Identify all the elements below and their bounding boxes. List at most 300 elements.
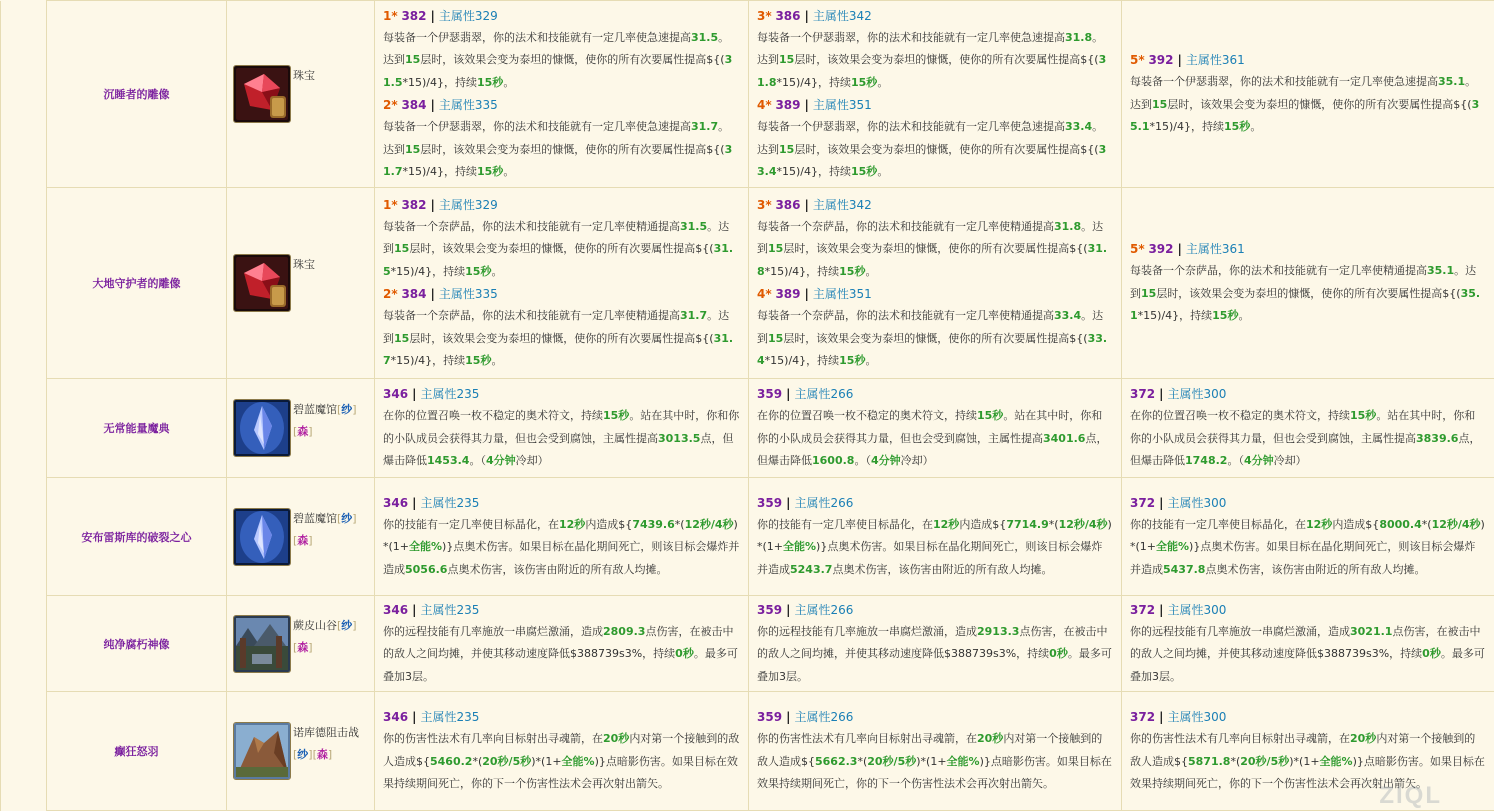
bracket: ] bbox=[352, 511, 357, 525]
bracket: [ bbox=[293, 425, 298, 438]
highlight-value: 12秒/4秒 bbox=[684, 517, 734, 531]
bracket: [ bbox=[337, 511, 342, 525]
highlight-value: 7439.6 bbox=[632, 517, 675, 531]
primary-stat: 主属性266 bbox=[794, 710, 854, 725]
trinket-row bbox=[1, 692, 1494, 811]
highlight-value: 31.5 bbox=[691, 30, 719, 44]
highlight-value: 3401.6 bbox=[1043, 431, 1086, 445]
effect-description bbox=[383, 27, 740, 95]
source-inner bbox=[233, 722, 368, 780]
tier-header bbox=[383, 94, 740, 116]
highlight-value: 5871.8 bbox=[1188, 754, 1231, 768]
tier-block bbox=[757, 383, 1113, 473]
trinket-row bbox=[1, 1, 1494, 188]
trinket-table-body bbox=[1, 1, 1494, 811]
item-level: 386 bbox=[775, 197, 801, 212]
effect-description bbox=[1130, 405, 1486, 473]
highlight-value: 15 bbox=[1141, 286, 1157, 300]
tier-cell bbox=[375, 188, 749, 379]
desc-text: 。 bbox=[865, 264, 877, 278]
difficulty-tag-heroic[interactable]: 纱 bbox=[341, 618, 353, 632]
highlight-value: 12秒 bbox=[933, 517, 960, 531]
trinket-name[interactable]: 癫狂怒羽 bbox=[47, 692, 227, 811]
desc-text: 内造成${ bbox=[959, 517, 1007, 531]
bracket: ] bbox=[352, 403, 357, 416]
desc-text: *15)/4}，持续 bbox=[1137, 309, 1213, 323]
tier-block bbox=[1130, 599, 1486, 689]
desc-text: 。 bbox=[877, 75, 889, 89]
source-name[interactable]: 碧蓝魔馆 bbox=[293, 403, 337, 416]
tier-cell bbox=[375, 1, 749, 188]
desc-text: *15)/4}，持续 bbox=[402, 75, 477, 89]
desc-text: )}点奥术伤害。如果目标在晶化期间死亡，则该目标会爆炸并造成 bbox=[383, 540, 740, 576]
star-rank: 1* bbox=[383, 8, 398, 23]
desc-text: 层时，该效果会变为泰坦的慷慨，使你的所有次要属性提高${( bbox=[783, 331, 1088, 345]
tier-cell bbox=[375, 379, 749, 478]
highlight-value: 15 bbox=[405, 142, 421, 156]
primary-stat: 主属性329 bbox=[438, 197, 498, 212]
tier-cell bbox=[375, 596, 749, 692]
desc-text: 每装备一个伊瑟翡翠，你的法术和技能就有一定几率使急速提高 bbox=[757, 120, 1065, 133]
desc-text: 每装备一个伊瑟翡翠，你的法术和技能就有一定几率使急速提高 bbox=[383, 120, 691, 133]
highlight-value: 31.8 bbox=[757, 53, 1107, 89]
desc-text: 每装备一个奈萨晶，你的法术和技能就有一定几率使精通提高 bbox=[757, 309, 1054, 322]
separator: | bbox=[786, 710, 791, 725]
star-rank: 4* bbox=[757, 98, 772, 112]
desc-text: 。站在其中时，你和你的小队成员会获得其力量，但也会受到腐蚀，主属性提高 bbox=[383, 409, 740, 445]
tier-header bbox=[383, 283, 740, 305]
difficulty-tag-mythic[interactable]: 森 bbox=[297, 640, 309, 654]
tier-header bbox=[383, 5, 740, 27]
tier-block bbox=[383, 94, 740, 184]
tier-cell bbox=[1122, 596, 1494, 692]
item-level: 389 bbox=[775, 98, 801, 112]
tier-header bbox=[757, 5, 1113, 27]
tier-cell bbox=[749, 692, 1122, 811]
tier-header bbox=[1130, 492, 1486, 514]
tier-cell bbox=[749, 478, 1122, 596]
highlight-value: 5662.3 bbox=[815, 754, 858, 768]
desc-text: 层时，该效果会变为泰坦的慷慨，使你的所有次要属性提高${( bbox=[783, 242, 1088, 255]
desc-text: 。达到 bbox=[383, 309, 730, 345]
tier-header bbox=[757, 492, 1113, 514]
tier-header bbox=[757, 194, 1113, 216]
highlight-value: 3839.6 bbox=[1416, 431, 1459, 445]
trinket-row bbox=[1, 478, 1494, 596]
desc-text: *( bbox=[1421, 517, 1432, 531]
desc-text: 。（ bbox=[1227, 454, 1244, 468]
separator: | bbox=[804, 8, 809, 23]
highlight-value: 15秒 bbox=[603, 409, 630, 423]
tier-header bbox=[757, 383, 1113, 405]
separator: | bbox=[412, 495, 417, 510]
source-text bbox=[293, 508, 368, 552]
separator: | bbox=[804, 197, 809, 212]
effect-description bbox=[1130, 71, 1486, 139]
effect-description bbox=[1130, 621, 1486, 689]
desc-text: 层时，该效果会变为泰坦的慷慨，使你的所有次要属性提高${( bbox=[409, 331, 714, 345]
tier-cell bbox=[749, 596, 1122, 692]
tier-header bbox=[383, 492, 740, 514]
primary-stat: 主属性300 bbox=[1167, 387, 1227, 402]
source-cell bbox=[227, 596, 375, 692]
tier-cell bbox=[1122, 1, 1494, 188]
bracket: ] bbox=[308, 640, 313, 654]
desc-text: )}点暗影伤害。如果目标在效果持续期间死亡，你的下一个伤害性法术会再次射出箭矢。 bbox=[383, 754, 738, 791]
item-level: 372 bbox=[1130, 602, 1156, 617]
highlight-value: 1748.2 bbox=[1185, 454, 1228, 468]
source-cell bbox=[227, 692, 375, 811]
highlight-value: 33.4 bbox=[757, 331, 1108, 367]
desc-text: 。 bbox=[1238, 309, 1250, 323]
tier-cell bbox=[1122, 379, 1494, 478]
desc-text: 每装备一个奈萨晶，你的法术和技能就有一定几率使精通提高 bbox=[1130, 264, 1427, 278]
desc-text: )*(1+ bbox=[757, 517, 1112, 554]
primary-stat: 主属性300 bbox=[1167, 602, 1227, 617]
item-level: 384 bbox=[401, 287, 427, 301]
desc-text: 。 bbox=[877, 165, 889, 178]
highlight-value: 5056.6 bbox=[405, 562, 448, 576]
highlight-value: 31.7 bbox=[383, 142, 733, 178]
desc-text: 层时，该效果会变为泰坦的慷慨，使你的所有次要属性提高${( bbox=[794, 53, 1099, 66]
separator: | bbox=[1177, 242, 1182, 257]
item-level: 359 bbox=[757, 602, 783, 617]
highlight-value: 7714.9 bbox=[1006, 517, 1049, 531]
source-inner bbox=[233, 254, 368, 312]
difficulty-tag-heroic[interactable]: 纱 bbox=[341, 511, 353, 525]
highlight-value: 15 bbox=[779, 142, 795, 156]
desc-text: 内造成${ bbox=[1332, 517, 1380, 531]
highlight-value: 15秒 bbox=[465, 264, 492, 278]
source-text bbox=[293, 615, 368, 659]
bracket: [ bbox=[293, 533, 298, 547]
tier-block bbox=[383, 194, 740, 284]
source-text bbox=[293, 65, 315, 87]
source-cell bbox=[227, 188, 375, 379]
item-level: 359 bbox=[757, 387, 783, 402]
effect-description bbox=[757, 405, 1113, 473]
tier-header bbox=[1130, 706, 1486, 728]
highlight-value: 20秒/5秒 bbox=[1240, 754, 1290, 768]
desc-text: )*(1+ bbox=[383, 517, 738, 554]
desc-text: 你的伤害性法术有几率向目标射出寻魂箭，在 bbox=[1130, 732, 1350, 746]
highlight-value: 12秒/4秒 bbox=[1431, 517, 1481, 531]
desc-text: 每装备一个伊瑟翡翠，你的法术和技能就有一定几率使急速提高 bbox=[757, 30, 1065, 44]
difficulty-tag-mythic[interactable]: 森 bbox=[297, 533, 309, 547]
highlight-value: 15 bbox=[405, 53, 421, 66]
item-level: 372 bbox=[1130, 495, 1156, 510]
highlight-value: 15秒 bbox=[851, 75, 878, 89]
source-name[interactable]: 蕨皮山谷 bbox=[293, 618, 337, 632]
tier-header bbox=[757, 94, 1113, 116]
desc-text: 。达到 bbox=[383, 120, 730, 156]
effect-description bbox=[757, 514, 1113, 582]
separator: | bbox=[412, 602, 417, 617]
tier-cell bbox=[749, 379, 1122, 478]
source-name[interactable]: 珠宝 bbox=[293, 258, 315, 271]
tier-header bbox=[383, 706, 740, 728]
source-text bbox=[293, 399, 368, 443]
desc-text: *15)/4}，持续 bbox=[776, 165, 851, 178]
effect-description bbox=[383, 405, 740, 473]
desc-text: *( bbox=[857, 754, 868, 768]
primary-stat: 主属性235 bbox=[420, 495, 480, 510]
row-lead-cell bbox=[1, 692, 47, 811]
tier-block bbox=[383, 383, 740, 473]
desc-text: 。最多可叠加3层。 bbox=[1130, 647, 1485, 683]
tier-cell bbox=[375, 692, 749, 811]
highlight-value: 31.8 bbox=[757, 242, 1108, 278]
tier-block bbox=[383, 706, 740, 796]
desc-text: 点奥术伤害，该伤害由附近的所有敌人均摊。 bbox=[832, 562, 1053, 576]
separator: | bbox=[412, 710, 417, 725]
desc-text: 。（ bbox=[854, 454, 871, 468]
desc-text: 每装备一个奈萨晶，你的法术和技能就有一定几率使精通提高 bbox=[383, 219, 680, 233]
item-level: 382 bbox=[401, 197, 427, 212]
effect-description bbox=[757, 305, 1113, 373]
desc-text: 。达到 bbox=[757, 219, 1104, 255]
tier-header bbox=[757, 706, 1113, 728]
red-gem-icon bbox=[233, 254, 291, 312]
desc-text: 每装备一个奈萨晶，你的法术和技能就有一定几率使精通提高 bbox=[383, 309, 680, 322]
primary-stat: 主属性329 bbox=[438, 8, 498, 23]
desc-text: *( bbox=[1230, 754, 1241, 768]
desc-text: 。 bbox=[503, 165, 515, 178]
desc-text: 。 bbox=[491, 354, 503, 367]
separator: | bbox=[1159, 495, 1164, 510]
desc-text: 层时，该效果会变为泰坦的慷慨，使你的所有次要属性提高${( bbox=[1156, 286, 1461, 300]
trinket-name[interactable]: 安布雷斯库的破裂之心 bbox=[47, 478, 227, 596]
item-level: 346 bbox=[383, 495, 409, 510]
highlight-value: 35.1 bbox=[1130, 286, 1481, 323]
tier-cell bbox=[375, 478, 749, 596]
desc-text: )*(1+ bbox=[1130, 517, 1485, 554]
desc-text: 内对第一个接触到的敌人造成${ bbox=[757, 732, 1103, 768]
desc-text: *15)/4}，持续 bbox=[1149, 120, 1224, 134]
desc-text: 。（ bbox=[469, 454, 486, 468]
separator: | bbox=[804, 287, 809, 301]
highlight-value: 5437.8 bbox=[1163, 562, 1206, 576]
source-inner bbox=[233, 508, 368, 566]
desc-text: )*(1+ bbox=[531, 754, 562, 768]
desc-text: 内造成${ bbox=[585, 517, 633, 531]
highlight-value: 15秒 bbox=[1224, 120, 1251, 134]
highlight-value: 31.8 bbox=[1054, 219, 1082, 233]
highlight-value: 31.7 bbox=[680, 309, 708, 322]
highlight-value: 20秒/5秒 bbox=[482, 754, 532, 768]
tier-header bbox=[1130, 49, 1486, 71]
highlight-value: 31.8 bbox=[1065, 30, 1093, 44]
highlight-value: 33.4 bbox=[1065, 120, 1093, 133]
source-name[interactable]: 珠宝 bbox=[293, 69, 315, 82]
source-cell bbox=[227, 379, 375, 478]
highlight-value: 15秒 bbox=[839, 264, 866, 278]
difficulty-tag-mythic[interactable]: 森 bbox=[297, 425, 309, 438]
star-rank: 4* bbox=[757, 287, 772, 301]
tier-block bbox=[383, 283, 740, 373]
desc-text: 你的伤害性法术有几率向目标射出寻魂箭，在 bbox=[383, 732, 603, 746]
blue-crystal-icon bbox=[233, 508, 291, 566]
row-lead-cell bbox=[1, 188, 47, 379]
item-level: 372 bbox=[1130, 387, 1156, 402]
effect-description bbox=[1130, 260, 1486, 328]
tier-block bbox=[757, 5, 1113, 95]
highlight-value: 4分钟 bbox=[870, 454, 901, 468]
desc-text: )}点奥术伤害。如果目标在晶化期间死亡，则该目标会爆炸并造成 bbox=[757, 540, 1103, 576]
desc-text: 冷却） bbox=[900, 454, 934, 468]
primary-stat: 主属性335 bbox=[438, 287, 498, 301]
highlight-value: 0秒 bbox=[1049, 647, 1068, 661]
primary-stat: 主属性361 bbox=[1185, 53, 1245, 68]
separator: | bbox=[786, 495, 791, 510]
desc-text: 你的伤害性法术有几率向目标射出寻魂箭，在 bbox=[757, 732, 977, 746]
effect-description bbox=[757, 27, 1113, 95]
highlight-value: 5243.7 bbox=[790, 562, 833, 576]
desc-text: )*(1+ bbox=[916, 754, 947, 768]
tier-block bbox=[757, 492, 1113, 582]
tier-cell bbox=[1122, 188, 1494, 379]
highlight-value: 20秒 bbox=[1350, 732, 1377, 746]
bracket: [ bbox=[293, 748, 298, 761]
primary-stat: 主属性361 bbox=[1185, 242, 1245, 257]
highlight-value: 全能% bbox=[1319, 754, 1353, 768]
highlight-value: 31.5 bbox=[680, 219, 708, 233]
desc-text: 点伤害，在被击中的敌人之间均摊，并使其移动速度降低$388739s3%，持续 bbox=[757, 624, 1108, 661]
trinket-name[interactable]: 纯净腐朽神像 bbox=[47, 596, 227, 692]
desc-text: 内对第一个接触到的敌人造成${ bbox=[1130, 732, 1476, 768]
trinket-name[interactable]: 无常能量魔典 bbox=[47, 379, 227, 478]
desc-text: 冷却） bbox=[1273, 454, 1307, 468]
source-name[interactable]: 诺库德阻击战 bbox=[293, 726, 359, 739]
highlight-value: 0秒 bbox=[1422, 647, 1441, 661]
separator: | bbox=[1159, 710, 1164, 725]
bracket: ] bbox=[308, 425, 313, 438]
desc-text: 点，但爆击降低 bbox=[1130, 431, 1481, 468]
highlight-value: 15秒 bbox=[977, 409, 1004, 423]
item-level: 346 bbox=[383, 387, 409, 402]
desc-text: 点，但爆击降低 bbox=[383, 431, 734, 468]
desc-text: 。 bbox=[865, 354, 877, 367]
highlight-value: 35.1 bbox=[1438, 75, 1466, 89]
trinket-row bbox=[1, 379, 1494, 478]
desc-text: *15)/4}，持续 bbox=[390, 264, 466, 278]
highlight-value: 31.5 bbox=[383, 53, 733, 89]
separator: | bbox=[1177, 53, 1182, 68]
tier-header bbox=[383, 599, 740, 621]
primary-stat: 主属性342 bbox=[812, 8, 872, 23]
tier-header bbox=[757, 283, 1113, 305]
difficulty-tag-mythic[interactable]: 森 bbox=[316, 748, 328, 761]
desc-text: 。达到 bbox=[1130, 75, 1477, 111]
item-level: 392 bbox=[1148, 53, 1174, 68]
tier-block bbox=[757, 194, 1113, 284]
separator: | bbox=[804, 98, 809, 112]
desc-text: 在你的位置召唤一枚不稳定的奥术符文，持续 bbox=[383, 409, 603, 423]
highlight-value: 35.1 bbox=[1427, 264, 1455, 278]
difficulty-tag-heroic[interactable]: 纱 bbox=[297, 748, 309, 761]
desc-text: 。达到 bbox=[757, 30, 1104, 66]
desc-text: 冷却） bbox=[515, 454, 549, 468]
desc-text: 层时，该效果会变为泰坦的慷慨，使你的所有次要属性提高${( bbox=[420, 142, 725, 156]
tier-header bbox=[1130, 238, 1486, 260]
desc-text: 每装备一个奈萨晶，你的法术和技能就有一定几率使精通提高 bbox=[757, 219, 1054, 233]
effect-description bbox=[757, 728, 1113, 796]
highlight-value: 3021.1 bbox=[1350, 624, 1393, 638]
desc-text: *15)/4}，持续 bbox=[776, 75, 851, 89]
bracket: [ bbox=[312, 748, 317, 761]
primary-stat: 主属性351 bbox=[812, 287, 872, 301]
desc-text: 。 bbox=[1250, 120, 1262, 134]
effect-description bbox=[383, 728, 740, 796]
desc-text: *( bbox=[1048, 517, 1059, 531]
desc-text: *15)/4}，持续 bbox=[402, 165, 477, 178]
source-name[interactable]: 碧蓝魔馆 bbox=[293, 511, 337, 525]
item-level: 372 bbox=[1130, 710, 1156, 725]
highlight-value: 8000.4 bbox=[1379, 517, 1422, 531]
highlight-value: 20秒 bbox=[603, 732, 630, 746]
trinket-row bbox=[1, 188, 1494, 379]
highlight-value: 31.7 bbox=[383, 331, 734, 367]
row-lead-cell bbox=[1, 379, 47, 478]
highlight-value: 15秒 bbox=[1350, 409, 1377, 423]
tier-header bbox=[757, 599, 1113, 621]
trinket-name[interactable]: 沉睡者的雕像 bbox=[47, 1, 227, 188]
highlight-value: 12秒 bbox=[1306, 517, 1333, 531]
item-level: 386 bbox=[775, 8, 801, 23]
highlight-value: 2913.3 bbox=[977, 624, 1020, 638]
separator: | bbox=[1159, 387, 1164, 402]
star-rank: 2* bbox=[383, 287, 398, 301]
highlight-value: 15 bbox=[394, 331, 410, 345]
highlight-value: 3013.5 bbox=[658, 431, 701, 445]
desc-text: 点奥术伤害，该伤害由附近的所有敌人均摊。 bbox=[447, 562, 668, 576]
desc-text: 。最多可叠加3层。 bbox=[757, 647, 1112, 683]
bracket: ] bbox=[352, 618, 357, 632]
item-level: 392 bbox=[1148, 242, 1174, 257]
star-rank: 5* bbox=[1130, 242, 1145, 257]
difficulty-tag-heroic[interactable]: 纱 bbox=[341, 403, 353, 416]
blue-crystal-icon bbox=[233, 399, 291, 457]
desc-text: 。 bbox=[491, 264, 503, 278]
highlight-value: 全能% bbox=[561, 754, 595, 768]
highlight-value: 15秒 bbox=[477, 75, 504, 89]
highlight-value: 12秒 bbox=[559, 517, 586, 531]
desc-text: 点伤害，在被击中的敌人之间均摊，并使其移动速度降低$388739s3%，持续 bbox=[1130, 624, 1481, 661]
highlight-value: 20秒 bbox=[977, 732, 1004, 746]
desc-text: 在你的位置召唤一枚不稳定的奥术符文，持续 bbox=[1130, 409, 1350, 423]
desc-text: 层时，该效果会变为泰坦的慷慨，使你的所有次要属性提高${( bbox=[420, 53, 725, 66]
bracket: [ bbox=[293, 640, 298, 654]
desc-text: 每装备一个伊瑟翡翠，你的法术和技能就有一定几率使急速提高 bbox=[383, 30, 691, 44]
red-gem-icon bbox=[233, 65, 291, 123]
desc-text: 。站在其中时，你和你的小队成员会获得其力量，但也会受到腐蚀，主属性提高 bbox=[757, 409, 1103, 445]
effect-description bbox=[383, 514, 740, 582]
bracket: ] bbox=[327, 748, 333, 761]
item-level: 346 bbox=[383, 602, 409, 617]
separator: | bbox=[430, 197, 435, 212]
bracket: [ bbox=[337, 618, 342, 632]
separator: | bbox=[430, 8, 435, 23]
highlight-value: 15秒 bbox=[839, 354, 866, 367]
desc-text: 。达到 bbox=[383, 30, 730, 66]
tier-cell bbox=[749, 188, 1122, 379]
desc-text: )}点暗影伤害。如果目标在效果持续期间死亡，你的下一个伤害性法术会再次射出箭矢。 bbox=[1130, 754, 1485, 791]
item-level: 389 bbox=[775, 287, 801, 301]
trinket-name[interactable]: 大地守护者的雕像 bbox=[47, 188, 227, 379]
highlight-value: 15 bbox=[768, 331, 784, 345]
effect-description bbox=[757, 621, 1113, 689]
desc-text: 你的远程技能有几率施放一串腐烂激涌，造成 bbox=[1130, 624, 1350, 638]
